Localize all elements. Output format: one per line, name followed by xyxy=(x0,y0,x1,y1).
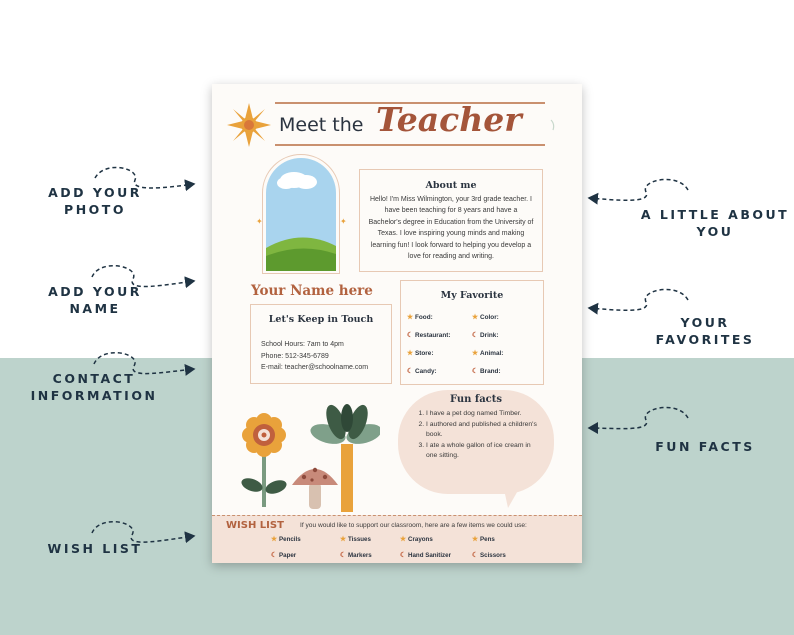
teacher-name-heading[interactable]: Your Name here xyxy=(251,283,373,299)
crescent-icon: ☾ xyxy=(406,368,414,375)
contact-heading: Let's Keep in Touch xyxy=(268,314,374,325)
sparkle-icon-left: ✦ xyxy=(256,217,263,226)
wish-item-pens[interactable]: ★ Pens xyxy=(471,536,495,543)
about-box xyxy=(359,169,543,272)
crescent-icon: ☾ xyxy=(270,552,278,559)
favorite-restaurant[interactable]: ☾ Restaurant: xyxy=(406,332,451,339)
title-teacher: Teacher xyxy=(376,100,522,139)
wish-list-title: WISH LIST xyxy=(226,520,284,531)
crescent-icon: ☾ xyxy=(471,368,479,375)
favorites-box xyxy=(400,280,544,385)
star-icon: ★ xyxy=(471,536,479,543)
favorites-heading: My Favorite xyxy=(440,290,504,301)
wish-item-paper[interactable]: ☾ Paper xyxy=(270,552,297,559)
favorite-drink[interactable]: ☾ Drink: xyxy=(471,332,499,339)
sun-icon xyxy=(226,102,272,148)
teacher-sheet xyxy=(212,84,582,563)
favorite-food[interactable]: ★ Food: xyxy=(406,314,433,321)
favorite-color[interactable]: ★ Color: xyxy=(471,314,499,321)
wish-item-markers[interactable]: ☾ Markers xyxy=(339,552,372,559)
bubble-tail xyxy=(498,480,528,510)
title-meet-the: Meet the xyxy=(279,114,364,136)
star-icon: ★ xyxy=(471,314,479,321)
crescent-icon: ☾ xyxy=(399,552,407,559)
favorite-animal[interactable]: ★ Animal: xyxy=(471,350,504,357)
photo-placeholder[interactable] xyxy=(266,158,336,271)
arrow-fun-facts xyxy=(589,407,688,428)
arrow-favorites xyxy=(589,289,688,310)
fun-fact-item[interactable]: 3. I ate a whole gallon of ice cream in one sitting. xyxy=(426,441,540,462)
fun-fact-item[interactable]: 1. I have a pet dog named Timber. xyxy=(426,409,540,420)
star-icon: ★ xyxy=(471,350,479,357)
arrow-about xyxy=(589,179,688,200)
star-icon: ★ xyxy=(399,536,407,543)
contact-phone[interactable]: Phone: 512-345-6789 xyxy=(261,352,329,360)
contact-box xyxy=(250,304,392,384)
wish-list-intro: If you would like to support our classroom, here are a few items we could use: xyxy=(300,522,527,529)
palm-illustration xyxy=(310,404,380,514)
fun-facts-heading: Fun facts xyxy=(449,394,503,405)
header-line-bottom xyxy=(275,144,545,146)
sparkle-icon-right: ✦ xyxy=(340,217,347,226)
wish-item-tissues[interactable]: ★ Tissues xyxy=(339,536,371,543)
callout-add-name: ADD YOUR NAME xyxy=(48,284,142,316)
callout-add-photo: ADD YOUR PHOTO xyxy=(48,185,142,217)
wish-item-crayons[interactable]: ★ Crayons xyxy=(399,536,433,543)
favorite-candy[interactable]: ☾ Candy: xyxy=(406,368,437,375)
fun-facts-content xyxy=(398,394,554,462)
crescent-icon: ☾ xyxy=(339,552,347,559)
about-heading: About me xyxy=(425,180,477,191)
moon-icon xyxy=(534,108,562,148)
callout-wish-list: WISH LIST xyxy=(47,541,143,556)
star-icon: ★ xyxy=(339,536,347,543)
callout-contact-info: CONTACT INFORMATION xyxy=(30,371,158,403)
wish-item-scissors[interactable]: ☾ Scissors xyxy=(471,552,506,559)
callout-about-you: A LITTLE ABOUT YOU xyxy=(640,207,790,239)
wish-list-band xyxy=(212,515,582,563)
favorite-brand[interactable]: ☾ Brand: xyxy=(471,368,501,375)
callout-fun-facts: FUN FACTS xyxy=(655,439,755,454)
favorite-store[interactable]: ★ Store: xyxy=(406,350,434,357)
contact-hours[interactable]: School Hours: 7am to 4pm xyxy=(261,341,344,348)
crescent-icon: ☾ xyxy=(471,332,479,339)
crescent-icon: ☾ xyxy=(471,552,479,559)
wish-item-pencils[interactable]: ★ Pencils xyxy=(270,536,301,543)
star-icon: ★ xyxy=(406,314,414,321)
flower-illustration xyxy=(234,409,294,509)
wish-item-hand-sanitizer[interactable]: ☾ Hand Sanitizer xyxy=(399,552,451,559)
fun-fact-item[interactable]: 2. I authored and published a children's book. xyxy=(426,420,540,441)
star-icon: ★ xyxy=(270,536,278,543)
about-text[interactable]: Hello! I'm Miss Wilmington, your 3rd grade teacher. I have been teaching for 8 years and have a Bachelor's degree in Education from the University of Texas. I love inspiring young minds and making learning fun! I look forward to helping you develop a love for reading and writing. xyxy=(368,196,534,261)
contact-email[interactable]: E-mail: teacher@schoolname.com xyxy=(261,364,369,371)
crescent-icon: ☾ xyxy=(406,332,414,339)
callout-your-favorites: YOUR FAVORITES xyxy=(655,315,755,347)
star-icon: ★ xyxy=(406,350,414,357)
